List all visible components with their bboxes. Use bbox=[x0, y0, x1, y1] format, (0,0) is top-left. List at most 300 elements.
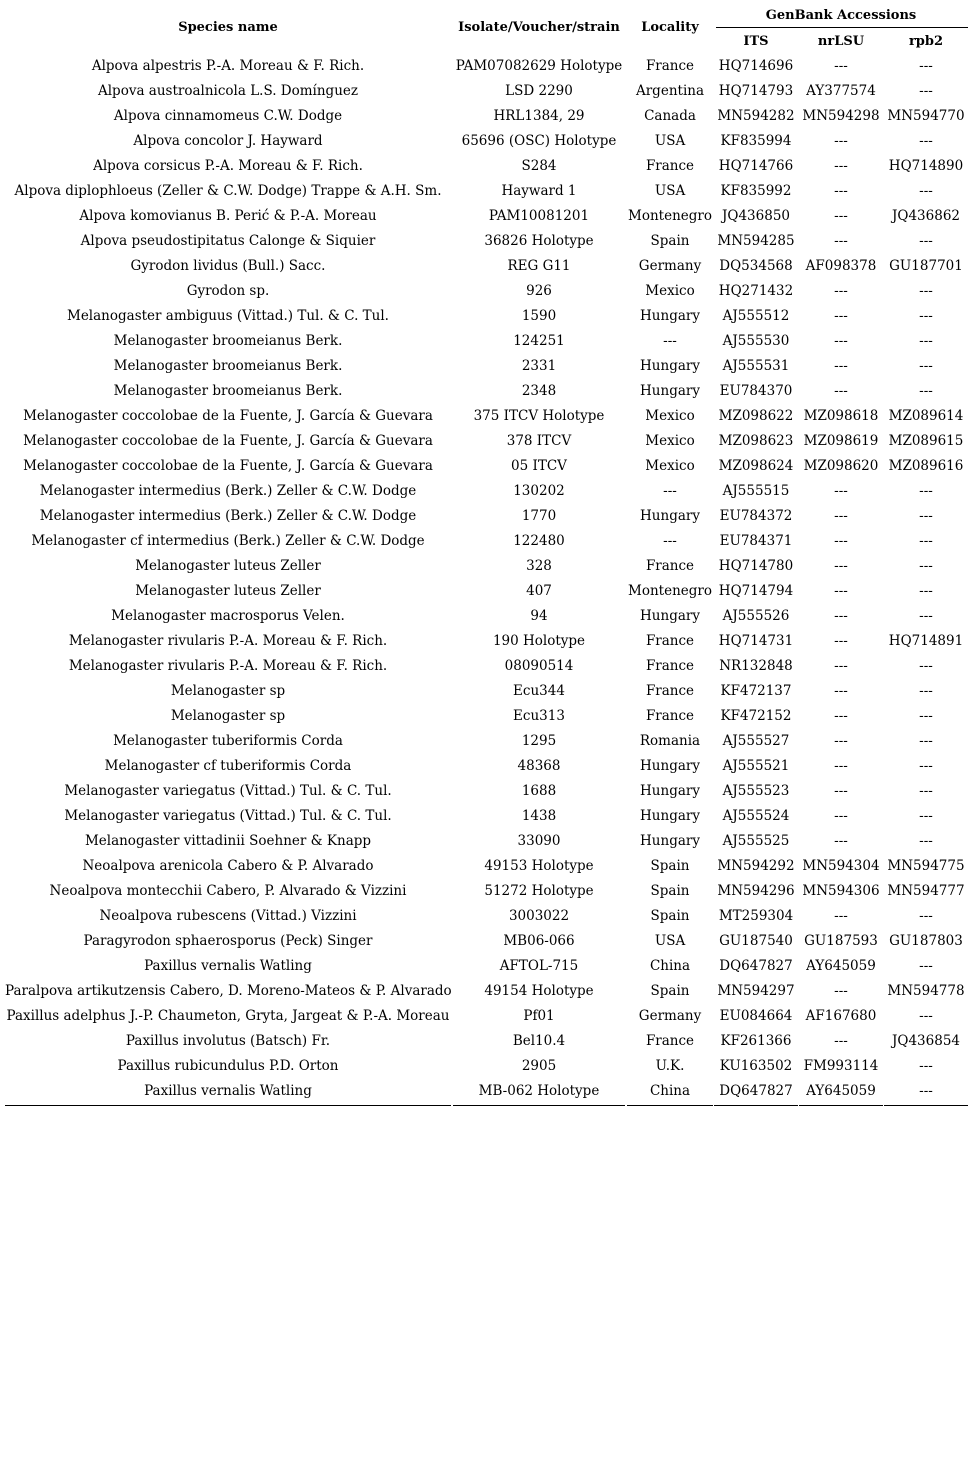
species-cell: Melanogaster coccolobae de la Fuente, J. García & Guevara bbox=[23, 433, 433, 449]
nrlsu-cell: --- bbox=[834, 758, 848, 774]
locality-cell: Mexico bbox=[645, 283, 695, 299]
its-cell: AJ555525 bbox=[722, 833, 790, 849]
species-cell: Melanogaster coccolobae de la Fuente, J. García & Guevara bbox=[23, 408, 433, 424]
its-cell: KF472152 bbox=[720, 708, 792, 724]
nrlsu-cell: --- bbox=[834, 783, 848, 799]
rpb2-cell: --- bbox=[919, 683, 933, 699]
table-row bbox=[0, 504, 973, 529]
isolate-cell: 1438 bbox=[521, 808, 557, 824]
nrlsu-cell: AY645059 bbox=[806, 1083, 876, 1099]
its-cell: HQ714780 bbox=[718, 558, 794, 574]
species-cell: Melanogaster broomeianus Berk. bbox=[113, 333, 343, 349]
isolate-cell: 328 bbox=[526, 558, 552, 574]
table-row bbox=[0, 304, 973, 329]
its-cell: MZ098623 bbox=[718, 433, 794, 449]
species-cell: Melanogaster rivularis P.-A. Moreau & F. Rich. bbox=[68, 658, 388, 674]
its-cell: KF835992 bbox=[720, 183, 792, 199]
species-cell: Paxillus vernalis Watling bbox=[144, 1083, 312, 1099]
nrlsu-cell: --- bbox=[834, 733, 848, 749]
rpb2-cell: --- bbox=[919, 508, 933, 524]
rpb2-cell: --- bbox=[919, 958, 933, 974]
rpb2-cell: --- bbox=[919, 708, 933, 724]
rpb2-cell: --- bbox=[919, 333, 933, 349]
rpb2-cell: MZ089615 bbox=[888, 433, 964, 449]
species-cell: Melanogaster intermedius (Berk.) Zeller & C.W. Dodge bbox=[39, 508, 417, 524]
bottom-rule-segment bbox=[5, 1105, 451, 1106]
table-row bbox=[0, 629, 973, 654]
species-cell: Alpova corsicus P.-A. Moreau & F. Rich. bbox=[93, 158, 363, 174]
locality-cell: Hungary bbox=[640, 608, 700, 624]
locality-cell: Germany bbox=[638, 1008, 702, 1024]
rpb2-cell: --- bbox=[919, 1008, 933, 1024]
locality-cell: China bbox=[649, 1083, 691, 1099]
nrlsu-cell: --- bbox=[834, 633, 848, 649]
table-row bbox=[0, 754, 973, 779]
locality-cell: Hungary bbox=[640, 808, 700, 824]
isolate-cell: PAM07082629 Holotype bbox=[455, 58, 623, 74]
table-row bbox=[0, 654, 973, 679]
bottom-rule-segment bbox=[799, 1105, 883, 1106]
header-isolate: Isolate/Voucher/strain bbox=[458, 20, 620, 35]
nrlsu-cell: --- bbox=[834, 233, 848, 249]
its-cell: MT259304 bbox=[718, 908, 794, 924]
nrlsu-cell: --- bbox=[834, 483, 848, 499]
table-row bbox=[0, 279, 973, 304]
its-cell: GU187540 bbox=[719, 933, 793, 949]
its-cell: HQ714766 bbox=[718, 158, 794, 174]
species-cell: Alpova alpestris P.-A. Moreau & F. Rich. bbox=[91, 58, 365, 74]
table-row bbox=[0, 404, 973, 429]
table-row bbox=[0, 479, 973, 504]
rpb2-cell: --- bbox=[919, 308, 933, 324]
isolate-cell: 122480 bbox=[513, 533, 565, 549]
rpb2-cell: --- bbox=[919, 183, 933, 199]
bottom-rule-segment bbox=[884, 1105, 968, 1106]
table-row bbox=[0, 704, 973, 729]
rpb2-cell: HQ714891 bbox=[888, 633, 964, 649]
species-cell: Melanogaster intermedius (Berk.) Zeller & C.W. Dodge bbox=[39, 483, 417, 499]
nrlsu-cell: --- bbox=[834, 533, 848, 549]
rpb2-cell: MN594778 bbox=[887, 983, 965, 999]
species-cell: Melanogaster luteus Zeller bbox=[135, 583, 321, 599]
nrlsu-cell: --- bbox=[834, 358, 848, 374]
locality-cell: France bbox=[645, 683, 695, 699]
species-cell: Neoalpova arenicola Cabero & P. Alvarado bbox=[82, 858, 374, 874]
locality-cell: France bbox=[645, 658, 695, 674]
locality-cell: Montenegro bbox=[628, 208, 712, 224]
rpb2-cell: GU187803 bbox=[889, 933, 963, 949]
isolate-cell: 49153 Holotype bbox=[484, 858, 594, 874]
species-cell: Melanogaster tuberiformis Corda bbox=[113, 733, 343, 749]
isolate-cell: 190 Holotype bbox=[492, 633, 586, 649]
locality-cell: Spain bbox=[650, 858, 690, 874]
table-row bbox=[0, 179, 973, 204]
locality-cell: Hungary bbox=[640, 758, 700, 774]
its-cell: MZ098622 bbox=[718, 408, 794, 424]
table-row bbox=[0, 1054, 973, 1079]
its-cell: MZ098624 bbox=[718, 458, 794, 474]
its-cell: AJ555527 bbox=[722, 733, 790, 749]
isolate-cell: MB-062 Holotype bbox=[478, 1083, 600, 1099]
rpb2-cell: --- bbox=[919, 583, 933, 599]
species-cell: Gyrodon sp. bbox=[186, 283, 270, 299]
isolate-cell: REG G11 bbox=[507, 258, 571, 274]
table-row bbox=[0, 979, 973, 1004]
isolate-cell: AFTOL-715 bbox=[499, 958, 579, 974]
locality-cell: USA bbox=[654, 933, 686, 949]
its-cell: HQ714794 bbox=[718, 583, 794, 599]
rpb2-cell: --- bbox=[919, 358, 933, 374]
locality-cell: France bbox=[645, 158, 695, 174]
table-row bbox=[0, 904, 973, 929]
nrlsu-cell: AY377574 bbox=[806, 83, 876, 99]
nrlsu-cell: --- bbox=[834, 683, 848, 699]
its-cell: JQ436850 bbox=[721, 208, 790, 224]
nrlsu-cell: --- bbox=[834, 58, 848, 74]
locality-cell: --- bbox=[663, 333, 677, 349]
table-row bbox=[0, 154, 973, 179]
species-cell: Alpova pseudostipitatus Calonge & Siquier bbox=[80, 233, 376, 249]
rpb2-cell: MN594770 bbox=[887, 108, 965, 124]
nrlsu-cell: --- bbox=[834, 383, 848, 399]
isolate-cell: 2348 bbox=[521, 383, 557, 399]
isolate-cell: 3003022 bbox=[508, 908, 570, 924]
nrlsu-cell: --- bbox=[834, 158, 848, 174]
locality-cell: France bbox=[645, 708, 695, 724]
header-nrlsu: nrLSU bbox=[817, 34, 865, 49]
header-species: Species name bbox=[178, 20, 278, 35]
locality-cell: France bbox=[645, 1033, 695, 1049]
its-cell: HQ714731 bbox=[718, 633, 794, 649]
species-cell: Melanogaster variegatus (Vittad.) Tul. & C. Tul. bbox=[64, 808, 392, 824]
species-cell: Melanogaster cf tuberiformis Corda bbox=[104, 758, 352, 774]
isolate-cell: 124251 bbox=[513, 333, 565, 349]
table-row bbox=[0, 529, 973, 554]
locality-cell: Spain bbox=[650, 983, 690, 999]
its-cell: MN594285 bbox=[717, 233, 795, 249]
its-cell: AJ555526 bbox=[722, 608, 790, 624]
isolate-cell: 130202 bbox=[513, 483, 565, 499]
rpb2-cell: --- bbox=[919, 133, 933, 149]
species-cell: Melanogaster ambiguus (Vittad.) Tul. & C. Tul. bbox=[67, 308, 389, 324]
nrlsu-cell: --- bbox=[834, 1033, 848, 1049]
locality-cell: Spain bbox=[650, 233, 690, 249]
nrlsu-cell: --- bbox=[834, 283, 848, 299]
species-cell: Melanogaster broomeianus Berk. bbox=[113, 383, 343, 399]
table-row bbox=[0, 954, 973, 979]
table-row bbox=[0, 129, 973, 154]
rpb2-cell: --- bbox=[919, 233, 933, 249]
bottom-rule-segment bbox=[714, 1105, 798, 1106]
species-cell: Paragyrodon sphaerosporus (Peck) Singer bbox=[83, 933, 373, 949]
rpb2-cell: --- bbox=[919, 758, 933, 774]
species-cell: Alpova komovianus B. Perić & P.-A. Moreau bbox=[79, 208, 377, 224]
nrlsu-cell: MZ098618 bbox=[803, 408, 879, 424]
nrlsu-cell: FM993114 bbox=[803, 1058, 879, 1074]
nrlsu-cell: MZ098619 bbox=[803, 433, 879, 449]
isolate-cell: 05 ITCV bbox=[511, 458, 567, 474]
its-cell: MN594282 bbox=[717, 108, 795, 124]
isolate-cell: 2905 bbox=[521, 1058, 557, 1074]
locality-cell: Hungary bbox=[640, 383, 700, 399]
species-cell: Melanogaster variegatus (Vittad.) Tul. & C. Tul. bbox=[64, 783, 392, 799]
nrlsu-cell: --- bbox=[834, 833, 848, 849]
locality-cell: USA bbox=[654, 183, 686, 199]
its-cell: AJ555521 bbox=[722, 758, 790, 774]
species-cell: Alpova austroalnicola L.S. Domínguez bbox=[97, 83, 358, 99]
isolate-cell: 407 bbox=[526, 583, 552, 599]
its-cell: KU163502 bbox=[719, 1058, 793, 1074]
species-cell: Melanogaster cf intermedius (Berk.) Zeller & C.W. Dodge bbox=[31, 533, 425, 549]
table-row bbox=[0, 329, 973, 354]
table-row bbox=[0, 454, 973, 479]
its-cell: DQ534568 bbox=[719, 258, 793, 274]
its-cell: AJ555524 bbox=[722, 808, 790, 824]
its-cell: AJ555523 bbox=[722, 783, 790, 799]
isolate-cell: LSD 2290 bbox=[505, 83, 573, 99]
isolate-cell: 51272 Holotype bbox=[484, 883, 594, 899]
locality-cell: France bbox=[645, 558, 695, 574]
locality-cell: Canada bbox=[644, 108, 696, 124]
isolate-cell: 2331 bbox=[521, 358, 557, 374]
table-row bbox=[0, 604, 973, 629]
its-cell: EU784371 bbox=[719, 533, 793, 549]
its-cell: EU784372 bbox=[719, 508, 793, 524]
rpb2-cell: --- bbox=[919, 1058, 933, 1074]
rpb2-cell: JQ436854 bbox=[891, 1033, 960, 1049]
its-cell: MN594296 bbox=[717, 883, 795, 899]
isolate-cell: 94 bbox=[530, 608, 548, 624]
header-rpb2: rpb2 bbox=[908, 34, 944, 49]
rpb2-cell: MN594777 bbox=[887, 883, 965, 899]
rpb2-cell: MN594775 bbox=[887, 858, 965, 874]
nrlsu-cell: MN594298 bbox=[802, 108, 880, 124]
its-cell: AJ555531 bbox=[722, 358, 790, 374]
rpb2-cell: --- bbox=[919, 533, 933, 549]
table-row bbox=[0, 779, 973, 804]
nrlsu-cell: MN594304 bbox=[802, 858, 880, 874]
locality-cell: Mexico bbox=[645, 408, 695, 424]
locality-cell: --- bbox=[663, 533, 677, 549]
its-cell: KF472137 bbox=[720, 683, 792, 699]
rpb2-cell: --- bbox=[919, 83, 933, 99]
its-cell: KF835994 bbox=[720, 133, 792, 149]
isolate-cell: 1590 bbox=[521, 308, 557, 324]
table-row bbox=[0, 379, 973, 404]
species-cell: Alpova cinnamomeus C.W. Dodge bbox=[113, 108, 343, 124]
nrlsu-cell: --- bbox=[834, 333, 848, 349]
table-row bbox=[0, 54, 973, 79]
its-cell: HQ714696 bbox=[718, 58, 794, 74]
rpb2-cell: --- bbox=[919, 908, 933, 924]
isolate-cell: HRL1384, 29 bbox=[493, 108, 585, 124]
locality-cell: Hungary bbox=[640, 833, 700, 849]
isolate-cell: Pf01 bbox=[523, 1008, 555, 1024]
isolate-cell: MB06-066 bbox=[503, 933, 575, 949]
locality-cell: Hungary bbox=[640, 783, 700, 799]
isolate-cell: 49154 Holotype bbox=[484, 983, 594, 999]
table-row bbox=[0, 254, 973, 279]
locality-cell: Hungary bbox=[640, 358, 700, 374]
table-row bbox=[0, 829, 973, 854]
rpb2-cell: --- bbox=[919, 808, 933, 824]
table-row bbox=[0, 204, 973, 229]
its-cell: HQ714793 bbox=[718, 83, 794, 99]
species-cell: Paxillus rubicundulus P.D. Orton bbox=[117, 1058, 339, 1074]
nrlsu-cell: --- bbox=[834, 183, 848, 199]
its-cell: KF261366 bbox=[720, 1033, 792, 1049]
genbank-subrule bbox=[716, 27, 968, 28]
its-cell: MN594292 bbox=[717, 858, 795, 874]
nrlsu-cell: --- bbox=[834, 808, 848, 824]
its-cell: DQ647827 bbox=[719, 1083, 793, 1099]
its-cell: AJ555512 bbox=[722, 308, 790, 324]
table-row bbox=[0, 879, 973, 904]
isolate-cell: S284 bbox=[521, 158, 557, 174]
nrlsu-cell: MZ098620 bbox=[803, 458, 879, 474]
table-row bbox=[0, 1004, 973, 1029]
locality-cell: Mexico bbox=[645, 458, 695, 474]
header-its: ITS bbox=[743, 34, 769, 49]
rpb2-cell: --- bbox=[919, 483, 933, 499]
nrlsu-cell: AF167680 bbox=[805, 1008, 877, 1024]
isolate-cell: Ecu313 bbox=[513, 708, 565, 724]
bottom-rule-segment bbox=[627, 1105, 713, 1106]
species-cell: Melanogaster rivularis P.-A. Moreau & F. Rich. bbox=[68, 633, 388, 649]
rpb2-cell: HQ714890 bbox=[888, 158, 964, 174]
rpb2-cell: --- bbox=[919, 608, 933, 624]
isolate-cell: 1688 bbox=[521, 783, 557, 799]
rpb2-cell: --- bbox=[919, 833, 933, 849]
species-cell: Melanogaster broomeianus Berk. bbox=[113, 358, 343, 374]
species-cell: Paxillus adelphus J.-P. Chaumeton, Gryta, Jargeat & P.-A. Moreau bbox=[6, 1008, 450, 1024]
locality-cell: Germany bbox=[638, 258, 702, 274]
species-cell: Neoalpova rubescens (Vittad.) Vizzini bbox=[99, 908, 357, 924]
its-cell: EU784370 bbox=[719, 383, 793, 399]
its-cell: AJ555530 bbox=[722, 333, 790, 349]
locality-cell: Mexico bbox=[645, 433, 695, 449]
nrlsu-cell: --- bbox=[834, 583, 848, 599]
nrlsu-cell: --- bbox=[834, 308, 848, 324]
nrlsu-cell: AF098378 bbox=[805, 258, 877, 274]
isolate-cell: 48368 bbox=[517, 758, 561, 774]
nrlsu-cell: --- bbox=[834, 908, 848, 924]
species-cell: Melanogaster vittadinii Soehner & Knapp bbox=[84, 833, 372, 849]
its-cell: MN594297 bbox=[717, 983, 795, 999]
locality-cell: Spain bbox=[650, 883, 690, 899]
nrlsu-cell: AY645059 bbox=[806, 958, 876, 974]
rpb2-cell: MZ089616 bbox=[888, 458, 964, 474]
table-row bbox=[0, 1079, 973, 1104]
isolate-cell: Hayward 1 bbox=[501, 183, 577, 199]
table-row bbox=[0, 104, 973, 129]
rpb2-cell: --- bbox=[919, 383, 933, 399]
locality-cell: France bbox=[645, 58, 695, 74]
isolate-cell: 378 ITCV bbox=[506, 433, 572, 449]
isolate-cell: 36826 Holotype bbox=[484, 233, 594, 249]
isolate-cell: 1295 bbox=[521, 733, 557, 749]
locality-cell: --- bbox=[663, 483, 677, 499]
its-cell: AJ555515 bbox=[722, 483, 790, 499]
its-cell: NR132848 bbox=[719, 658, 793, 674]
nrlsu-cell: MN594306 bbox=[802, 883, 880, 899]
rpb2-cell: JQ436862 bbox=[891, 208, 960, 224]
isolate-cell: 08090514 bbox=[504, 658, 574, 674]
locality-cell: USA bbox=[654, 133, 686, 149]
locality-cell: Montenegro bbox=[628, 583, 712, 599]
its-cell: HQ271432 bbox=[718, 283, 794, 299]
locality-cell: Argentina bbox=[635, 83, 704, 99]
header-locality: Locality bbox=[641, 20, 699, 35]
table-row bbox=[0, 854, 973, 879]
table-row bbox=[0, 1029, 973, 1054]
isolate-cell: 1770 bbox=[521, 508, 557, 524]
isolate-cell: 65696 (OSC) Holotype bbox=[461, 133, 617, 149]
locality-cell: Spain bbox=[650, 908, 690, 924]
nrlsu-cell: --- bbox=[834, 558, 848, 574]
nrlsu-cell: --- bbox=[834, 508, 848, 524]
locality-cell: China bbox=[649, 958, 691, 974]
species-cell: Melanogaster macrosporus Velen. bbox=[111, 608, 345, 624]
rpb2-cell: --- bbox=[919, 58, 933, 74]
nrlsu-cell: --- bbox=[834, 658, 848, 674]
locality-cell: France bbox=[645, 633, 695, 649]
isolate-cell: 33090 bbox=[517, 833, 561, 849]
table-row bbox=[0, 354, 973, 379]
table-row bbox=[0, 429, 973, 454]
species-cell: Melanogaster sp bbox=[170, 683, 286, 699]
nrlsu-cell: --- bbox=[834, 608, 848, 624]
rpb2-cell: MZ089614 bbox=[888, 408, 964, 424]
isolate-cell: Ecu344 bbox=[513, 683, 565, 699]
species-cell: Paralpova artikutzensis Cabero, D. Moreno-Mateos & P. Alvarado bbox=[5, 983, 452, 999]
rpb2-cell: --- bbox=[919, 558, 933, 574]
species-cell: Melanogaster luteus Zeller bbox=[135, 558, 321, 574]
table-row bbox=[0, 579, 973, 604]
isolate-cell: 375 ITCV Holotype bbox=[473, 408, 605, 424]
table-row bbox=[0, 229, 973, 254]
rpb2-cell: --- bbox=[919, 283, 933, 299]
rpb2-cell: --- bbox=[919, 1083, 933, 1099]
table-row bbox=[0, 929, 973, 954]
bottom-rule-segment bbox=[453, 1105, 625, 1106]
nrlsu-cell: --- bbox=[834, 983, 848, 999]
header-genbank: GenBank Accessions bbox=[765, 8, 917, 23]
rpb2-cell: --- bbox=[919, 658, 933, 674]
species-cell: Paxillus vernalis Watling bbox=[144, 958, 312, 974]
rpb2-cell: --- bbox=[919, 783, 933, 799]
nrlsu-cell: GU187593 bbox=[804, 933, 878, 949]
rpb2-cell: --- bbox=[919, 733, 933, 749]
its-cell: DQ647827 bbox=[719, 958, 793, 974]
isolate-cell: Bel10.4 bbox=[512, 1033, 566, 1049]
species-cell: Alpova concolor J. Hayward bbox=[133, 133, 323, 149]
species-cell: Melanogaster sp bbox=[170, 708, 286, 724]
species-cell: Alpova diplophloeus (Zeller & C.W. Dodge) Trappe & A.H. Sm. bbox=[14, 183, 442, 199]
isolate-cell: 926 bbox=[526, 283, 552, 299]
isolate-cell: PAM10081201 bbox=[488, 208, 590, 224]
table-row bbox=[0, 804, 973, 829]
table-row bbox=[0, 729, 973, 754]
its-cell: EU084664 bbox=[719, 1008, 793, 1024]
locality-cell: Hungary bbox=[640, 508, 700, 524]
table-row bbox=[0, 554, 973, 579]
locality-cell: Hungary bbox=[640, 308, 700, 324]
table-row bbox=[0, 679, 973, 704]
species-cell: Paxillus involutus (Batsch) Fr. bbox=[125, 1033, 331, 1049]
nrlsu-cell: --- bbox=[834, 133, 848, 149]
rpb2-cell: GU187701 bbox=[889, 258, 963, 274]
